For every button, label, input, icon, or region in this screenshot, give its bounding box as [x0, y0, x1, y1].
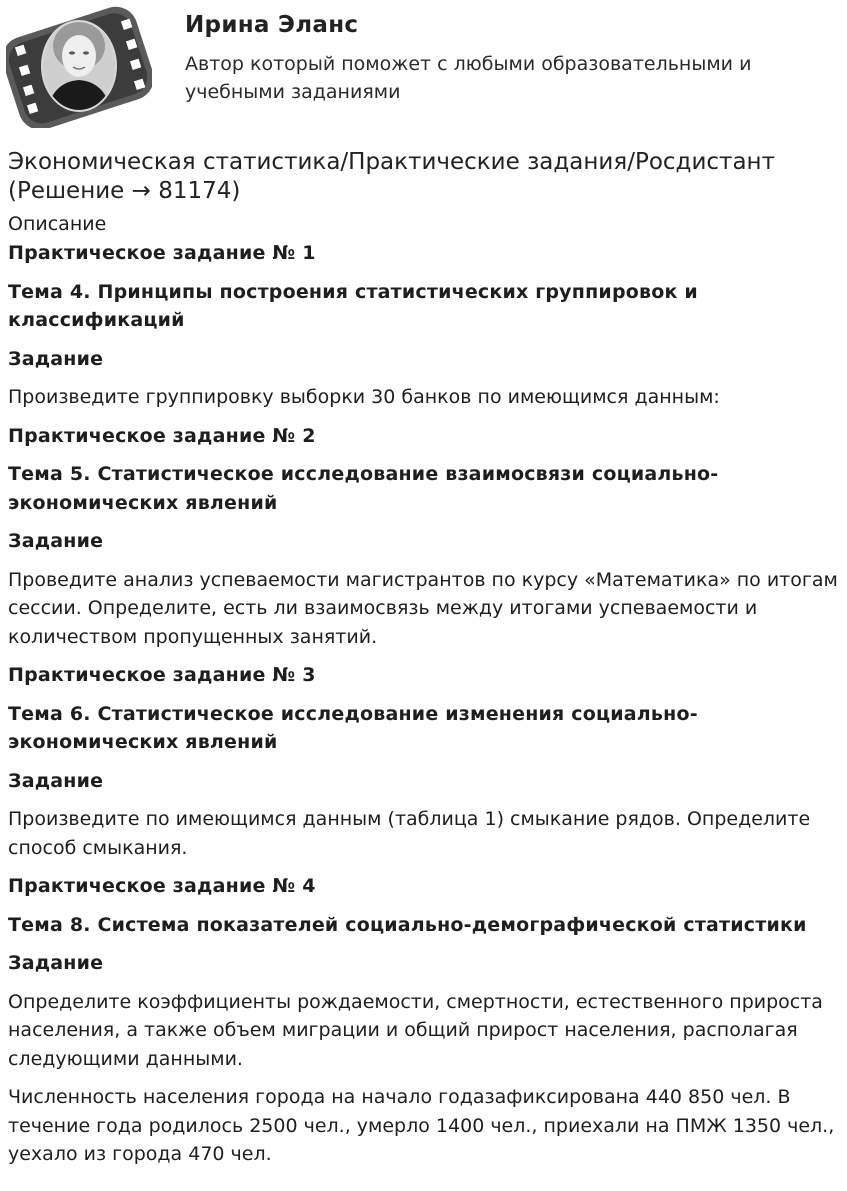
avatar[interactable] [6, 6, 152, 128]
task-assignment-label: Задание [8, 769, 104, 792]
description-label: Описание [8, 213, 107, 235]
document-body [8, 148, 842, 1169]
page-title: Экономическая статистика/Практические задания/Росдистант (Решение → 81174) [8, 149, 775, 204]
task-assignment-label: Задание [8, 347, 104, 370]
task-paragraph: Произведите группировку выборки 30 банков по имеющимся данным: [8, 386, 720, 408]
task-heading: Практическое задание № 1 [8, 242, 316, 264]
author-name[interactable]: Ирина Эланс [185, 12, 359, 38]
author-description: Автор который поможет с любыми образовательными и учебными заданиями [185, 53, 752, 103]
task-paragraph: Произведите по имеющимся данным (таблица 1) смыкание рядов. Определите способ смыкания. [8, 808, 811, 859]
task-assignment-label: Задание [8, 952, 104, 974]
task-topic: Тема 4. Принципы построения статистических группировок и классификаций [8, 280, 698, 331]
avatar-image [6, 6, 152, 128]
task-assignment-label: Задание [8, 530, 104, 552]
task-topic: Тема 8. Система показателей социально-демографической статистики [8, 913, 807, 936]
task-topic: Тема 6. Статистическое исследование изменения социально-экономических явлений [8, 702, 698, 753]
author-header [0, 0, 847, 140]
task-heading: Практическое задание № 2 [8, 424, 316, 447]
task-paragraph: Проведите анализ успеваемости магистрантов по курсу «Математика» по итогам сессии. Определите, есть ли взаимосвязь между итогами успеваемости и количеством пропущенных занятий. [8, 568, 838, 648]
task-paragraph: Численность населения города на начало годазафиксирована 440 850 чел. В течение года родилось 2500 чел., умерло 1400 чел., приехали на ПМЖ 1350 чел., уехало из города 470 чел. [8, 1086, 835, 1165]
task-topic: Тема 5. Статистическое исследование взаимосвязи социально-экономических явлений [8, 463, 719, 514]
task-heading: Практическое задание № 4 [8, 875, 316, 897]
task-heading: Практическое задание № 3 [8, 664, 316, 686]
task-paragraph: Определите коэффициенты рождаемости, смертности, естественного прироста населения, а также объем миграции и общий прирост населения, располагая следующими данными. [8, 990, 823, 1070]
